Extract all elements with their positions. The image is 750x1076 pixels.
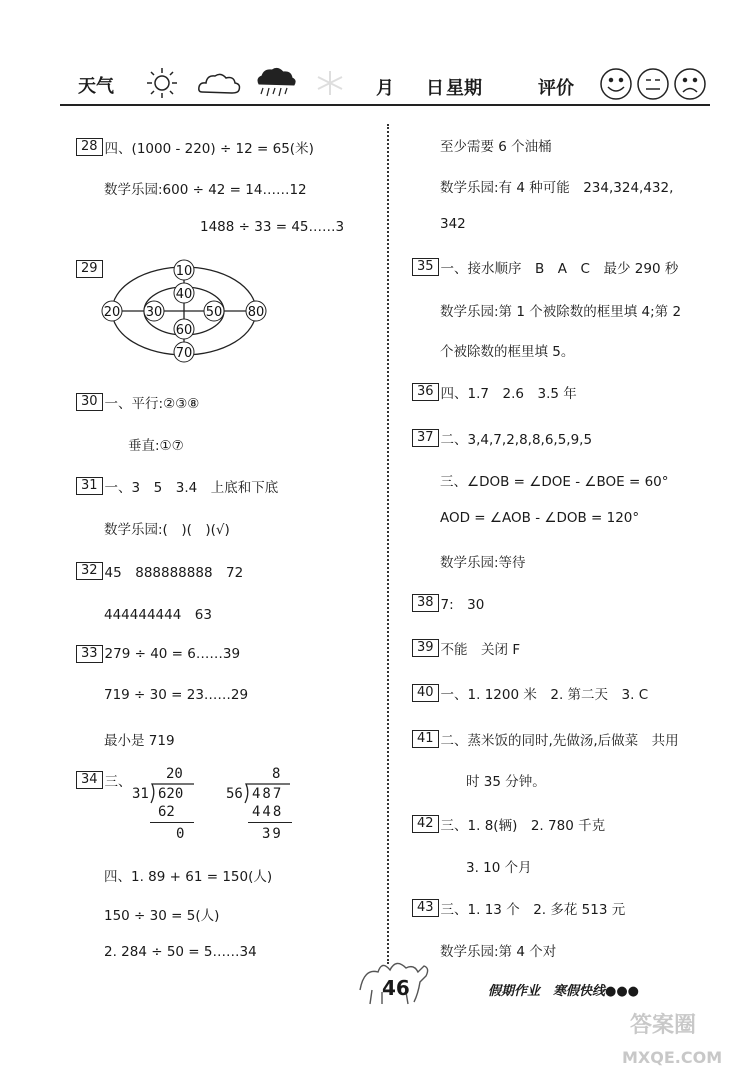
answer-41	[412, 729, 679, 749]
answer-30	[76, 392, 199, 412]
answer-text: 四、1.7 2.6 3.5 年	[440, 386, 577, 402]
answer-text: 至少需要 6 个油桶	[440, 139, 552, 155]
answer-text: 三、1. 13 个 2. 多花 513 元	[440, 902, 626, 918]
division-divisor: 56	[226, 786, 243, 802]
answer-text: 三、	[104, 774, 132, 790]
answer-text: 个被除数的框里填 5。	[440, 344, 575, 360]
ring-node	[174, 260, 194, 280]
answer-text: 45 888888888 72	[104, 565, 244, 581]
answer-text: 一、接水顺序 B A C 最少 290 秒	[440, 261, 679, 277]
ring-node	[174, 283, 194, 303]
watermark-url: MXQE.COM	[622, 1048, 723, 1067]
svg-text:40: 40	[175, 287, 193, 302]
division-product: 62	[158, 804, 175, 820]
division-remainder: 0	[176, 826, 185, 842]
answer-text: 数学乐园:第 1 个被除数的框里填 4;第 2	[440, 304, 682, 320]
watermark-logo: 答案圈	[630, 1013, 697, 1038]
answer-text: 二、3,4,7,2,8,8,6,5,9,5	[440, 432, 593, 448]
rating-label: 评价	[538, 78, 574, 99]
ring-node	[102, 301, 122, 321]
answer-39	[412, 638, 520, 658]
answer-text: 2. 284 ÷ 50 = 5……34	[104, 944, 257, 960]
question-number: 34	[76, 771, 103, 789]
answer-text: 342	[440, 216, 466, 232]
ring-node	[246, 301, 266, 321]
division-dividend: 620	[158, 786, 184, 802]
month-label: 月	[376, 78, 394, 99]
ring-node	[174, 342, 194, 362]
svg-text:80: 80	[247, 305, 265, 320]
answer-text: 三、∠DOB = ∠DOE - ∠BOE = 60°	[440, 474, 669, 490]
sun-icon	[142, 66, 182, 100]
answer-35	[412, 257, 678, 277]
weekday-label: 星期	[446, 78, 482, 99]
question-number: 42	[412, 815, 439, 833]
answer-text: 数学乐园:600 ÷ 42 = 14……12	[104, 182, 307, 198]
answer-text: 数学乐园:等待	[440, 555, 526, 571]
question-number: 38	[412, 594, 439, 612]
happy-face-icon	[601, 69, 631, 99]
rating-faces	[598, 66, 710, 102]
question-number: 28	[76, 138, 103, 156]
answer-text: AOD = ∠AOB - ∠DOB = 120°	[440, 510, 640, 526]
answer-text: 数学乐园:有 4 种可能 234,324,432,	[440, 180, 674, 196]
question-number: 43	[412, 899, 439, 917]
page-number: 46	[382, 976, 410, 1000]
answer-text: 279 ÷ 40 = 6……39	[104, 646, 241, 662]
answer-28	[76, 137, 314, 157]
question-number: 30	[76, 393, 103, 411]
division-product: 448	[252, 804, 284, 820]
division-remainder: 39	[262, 826, 283, 842]
answer-text: 150 ÷ 30 = 5(人)	[104, 908, 220, 924]
svg-text:20: 20	[103, 305, 121, 320]
svg-text:10: 10	[175, 264, 193, 279]
division-divisor: 31	[132, 786, 149, 802]
answer-text: 时 35 分钟。	[466, 774, 546, 790]
sad-face-icon	[675, 69, 705, 99]
question-number: 39	[412, 639, 439, 657]
answer-42	[412, 814, 605, 834]
answer-text: 四、(1000 - 220) ÷ 12 = 65(米)	[104, 141, 314, 157]
answer-31	[76, 476, 278, 496]
division-dividend: 487	[252, 786, 284, 802]
number-ring-diagram	[96, 256, 272, 366]
ring-node	[144, 301, 164, 321]
snow-icon	[310, 68, 350, 98]
division-quotient: 20	[166, 766, 183, 782]
weather-label: 天气	[78, 76, 114, 97]
question-number: 37	[412, 429, 439, 447]
answer-text: 719 ÷ 30 = 23……29	[104, 687, 249, 703]
answer-text: 三、1. 8(辆) 2. 780 千克	[440, 818, 606, 834]
division-rule	[150, 822, 194, 823]
question-number: 32	[76, 562, 103, 580]
answer-text: 7: 30	[440, 597, 485, 613]
cloud-icon	[196, 70, 242, 98]
rain-cloud-icon	[254, 66, 298, 100]
question-number: 40	[412, 684, 439, 702]
answer-text: 444444444 63	[104, 607, 212, 623]
answer-38	[412, 593, 484, 613]
svg-text:70: 70	[175, 346, 193, 361]
answer-text: 四、1. 89 + 61 = 150(人)	[104, 869, 273, 885]
answer-text: 数学乐园:( )( )(√)	[104, 522, 230, 538]
ring-node	[174, 319, 194, 339]
ring-node	[204, 301, 224, 321]
question-number: 31	[76, 477, 103, 495]
series-title: 假期作业 寒假快线●●●	[488, 984, 640, 999]
answer-text: 二、蒸米饭的同时,先做汤,后做菜 共用	[440, 733, 679, 749]
answer-33	[76, 645, 240, 663]
question-number: 41	[412, 730, 439, 748]
answer-text: 一、1. 1200 米 2. 第二天 3. C	[440, 687, 649, 703]
answer-37	[412, 428, 592, 448]
question-number: 29	[76, 260, 103, 278]
neutral-face-icon	[638, 69, 668, 99]
answer-40	[412, 683, 648, 703]
column-divider	[387, 124, 389, 964]
division-quotient: 8	[272, 766, 281, 782]
svg-text:60: 60	[175, 323, 193, 338]
question-number: 35	[412, 258, 439, 276]
division-rule	[248, 822, 292, 823]
svg-text:30: 30	[145, 305, 163, 320]
answer-36	[412, 382, 577, 402]
answer-text: 最小是 719	[104, 733, 175, 749]
answer-32	[76, 561, 243, 581]
answer-text: 不能 关闭 F	[440, 642, 521, 658]
answer-43	[412, 898, 625, 918]
question-number: 36	[412, 383, 439, 401]
answer-text: 一、平行:②③⑧	[104, 396, 200, 412]
svg-text:50: 50	[205, 305, 223, 320]
day-label: 日	[426, 78, 444, 99]
question-number: 33	[76, 645, 103, 663]
header-divider	[60, 104, 710, 106]
answer-text: 3. 10 个月	[466, 860, 532, 876]
answer-text: 一、3 5 3.4 上底和下底	[104, 480, 279, 496]
answer-text: 垂直:①⑦	[128, 438, 184, 454]
answer-text: 1488 ÷ 33 = 45……3	[200, 219, 345, 235]
answer-34	[76, 770, 132, 790]
answer-text: 数学乐园:第 4 个对	[440, 944, 557, 960]
